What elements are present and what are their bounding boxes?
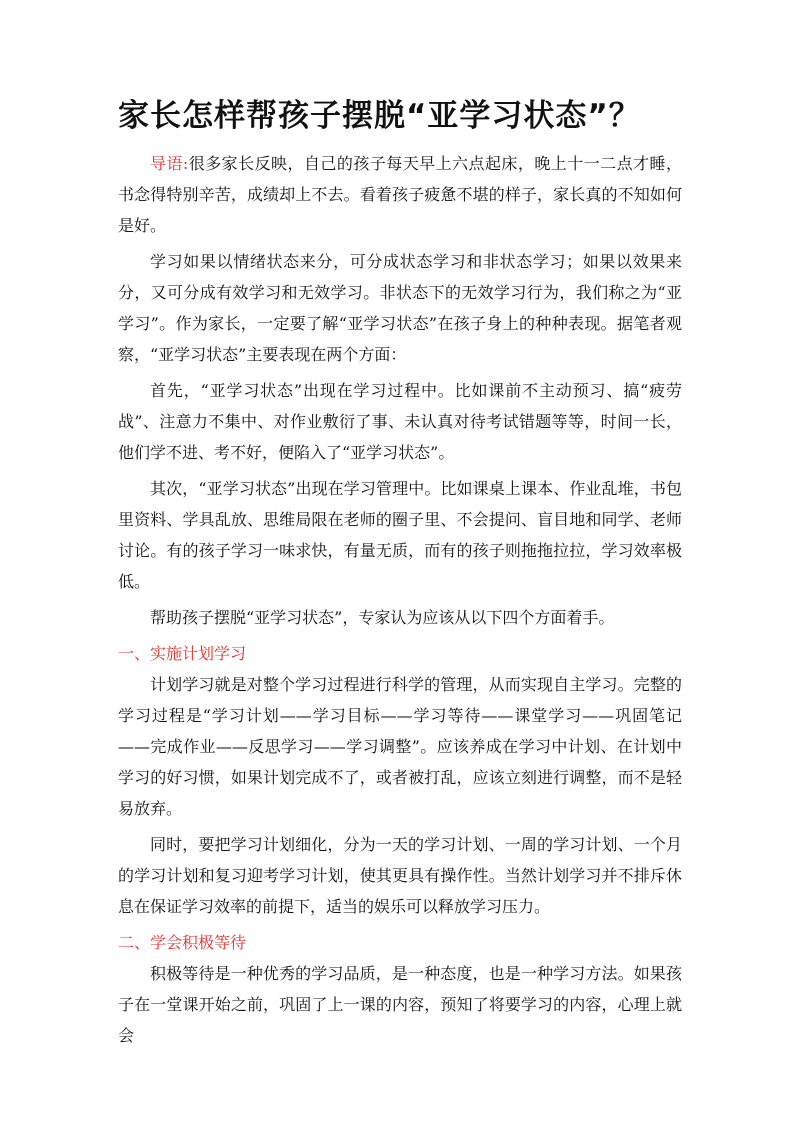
body-paragraph-1: 学习如果以情绪状态来分，可分成状态学习和非状态学习；如果以效果来分，又可分成有效学习和无效学习。非状态下的无效学习行为，我们称之为“亚学习”。作为家长，一定要了解“亚学习状态”在孩子身上的种种表现。据笔者观察，“亚学习状态”主要表现在两个方面：: [118, 252, 682, 364]
section-heading-1: 一、实施计划学习: [118, 644, 247, 663]
intro-paragraph: [118, 148, 682, 241]
intro-label: 导语:: [150, 154, 189, 173]
document-title: 家长怎样帮孩子摆脱“亚学习状态”？: [118, 98, 641, 134]
section-heading-2: 二、学会积极等待: [118, 933, 247, 952]
section2-paragraph-1: 积极等待是一种优秀的学习品质，是一种态度，也是一种学习方法。如果孩子在一堂课开始之前，巩固了上一课的内容，预知了将要学习的内容，心理上就会: [118, 964, 682, 1045]
body-paragraph-4: 帮助孩子摆脱“亚学习状态”，专家认为应该从以下四个方面着手。: [150, 608, 615, 627]
body-paragraph-3: 其次，“亚学习状态”出现在学习管理中。比如课桌上课本、作业乱堆，书包里资料、学具乱放、思维局限在老师的圈子里、不会提问、盲目地和同学、老师讨论。有的孩子学习一味求快，有量无质，而有的孩子则拖拖拉拉，学习效率极低。: [118, 479, 682, 591]
section1-paragraph-1: 计划学习就是对整个学习过程进行科学的管理，从而实现自主学习。完整的学习过程是“学习计划——学习目标——学习等待——课堂学习——巩固笔记——完成作业——反思学习——学习调整”。应该养成在学习中计划、在计划中学习的好习惯，如果计划完成不了，或者被打乱，应该立刻进行调整，而不是轻易放弃。: [118, 675, 682, 818]
intro-text: 很多家长反映，自己的孩子每天早上六点起床，晚上十一二点才睡，书念得特别辛苦，成绩却上不去。看着孩子疲惫不堪的样子，家长真的不知如何是好。: [118, 154, 682, 235]
section1-paragraph-2: 同时，要把学习计划细化，分为一天的学习计划、一周的学习计划、一个月的学习计划和复习迎考学习计划，使其更具有操作性。当然计划学习并不排斥休息在保证学习效率的前提下，适当的娱乐可以释放学习压力。: [118, 835, 682, 916]
body-paragraph-2: 首先，“亚学习状态”出现在学习过程中。比如课前不主动预习、搞“疲劳战”、注意力不集中、对作业敷衍了事、未认真对待考试错题等等，时间一长，他们学不进、考不好，便陷入了“亚学习状态”。: [118, 381, 682, 462]
